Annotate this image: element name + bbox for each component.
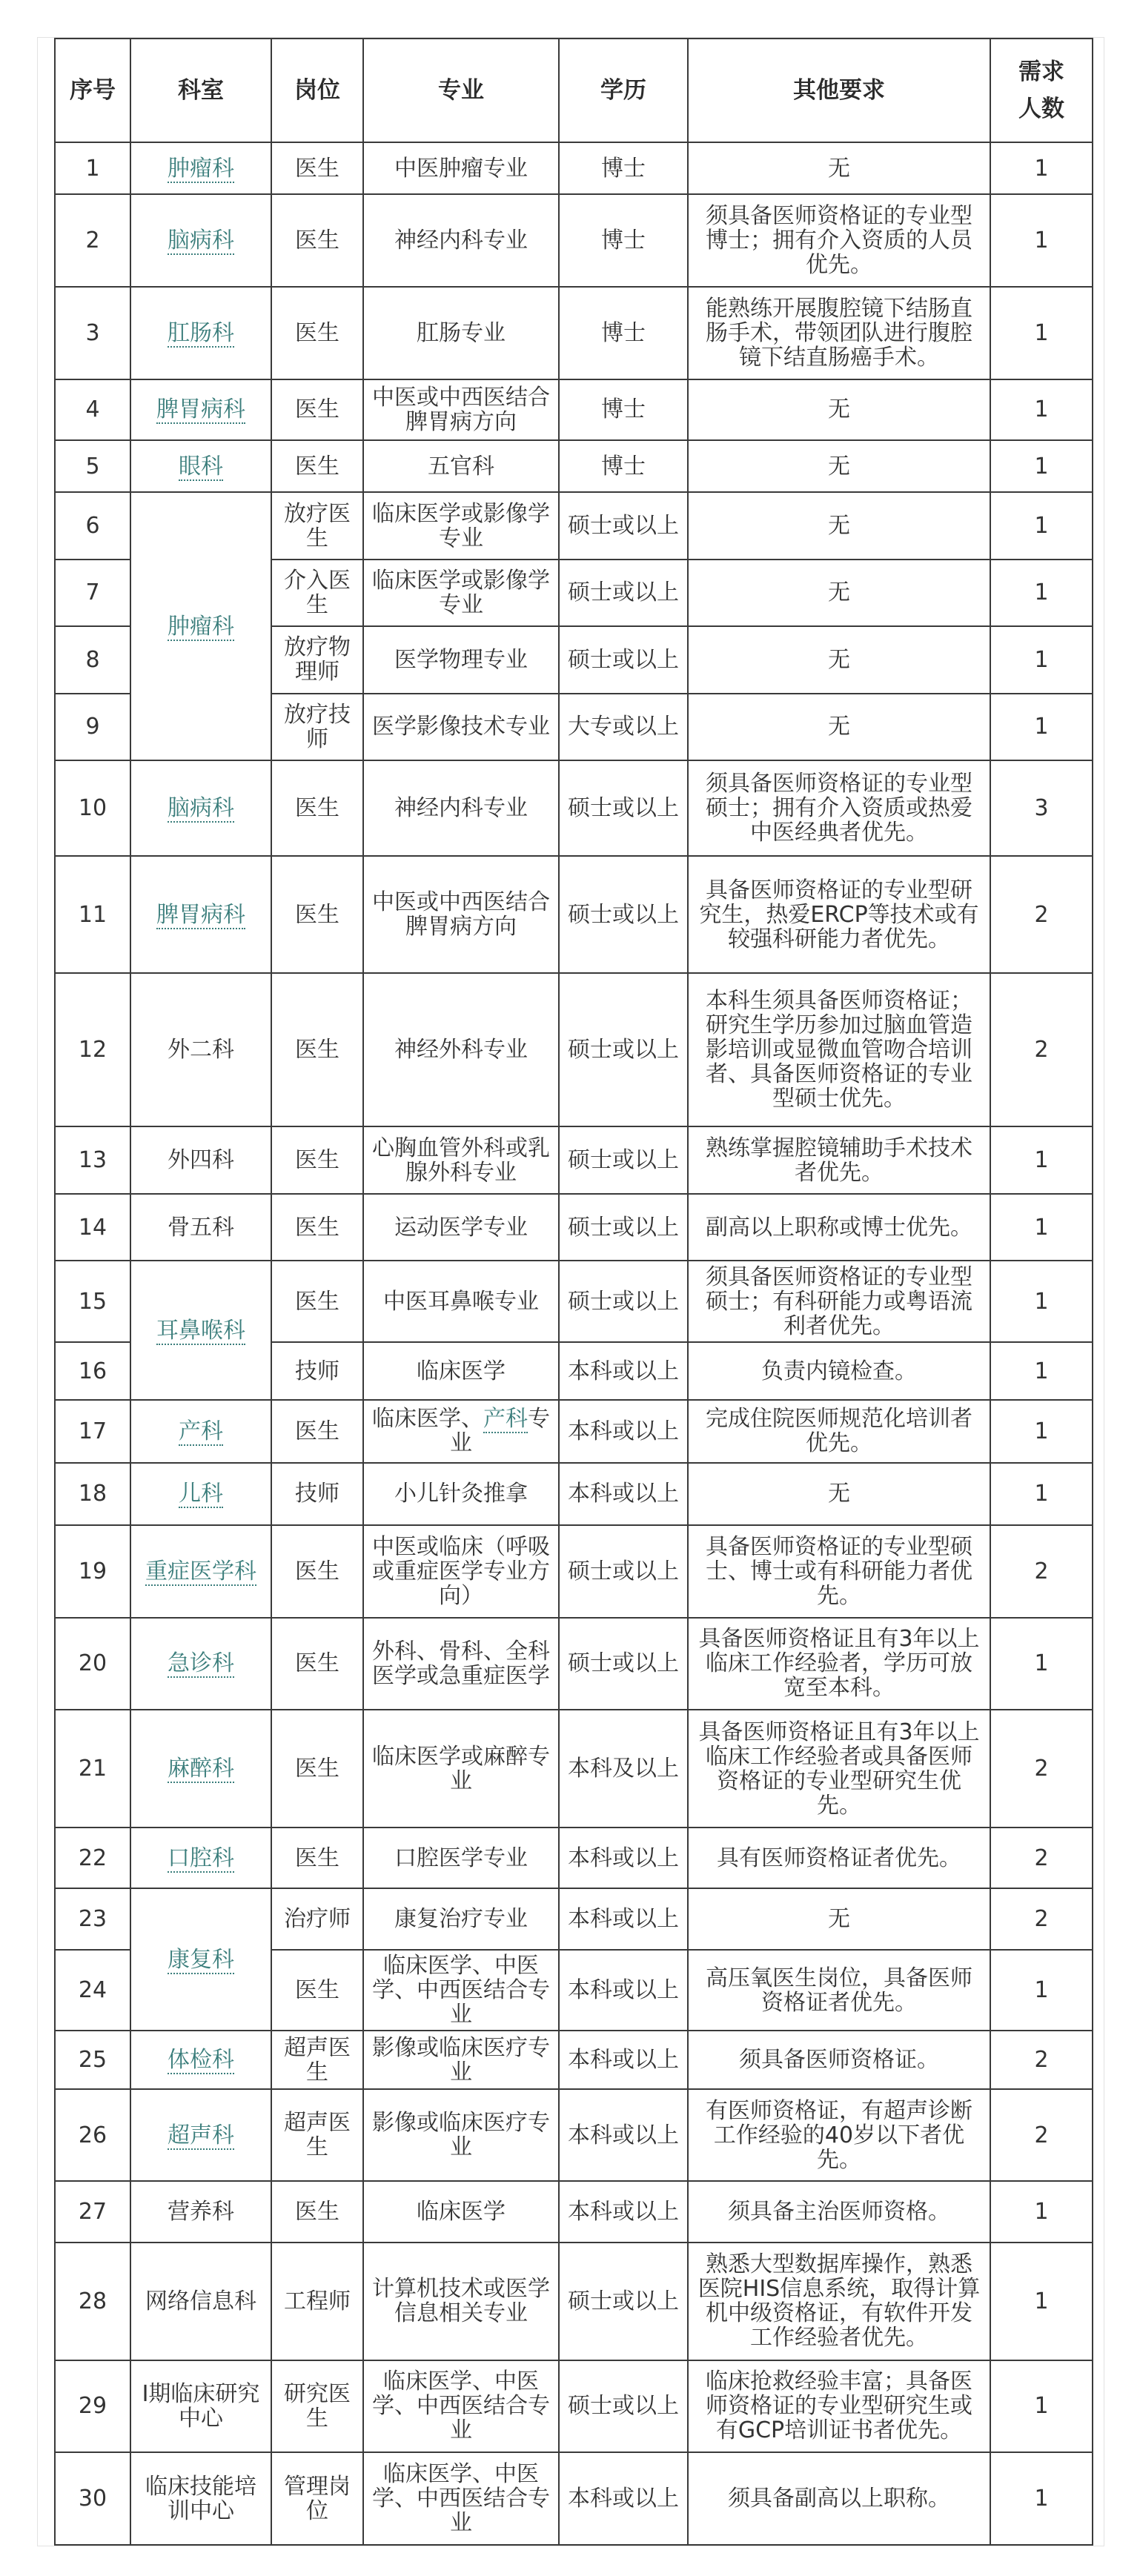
cell-edu: 博士	[559, 194, 688, 287]
cell-req: 无	[688, 1888, 990, 1949]
cell-post: 技师	[271, 1463, 363, 1525]
cell-req: 临床抢救经验丰富；具备医师资格证的专业型研究生或有GCP培训证书者优先。	[688, 2360, 990, 2453]
cell-req: 具备医师资格证且有3年以上临床工作经验者，学历可放宽至本科。	[688, 1618, 990, 1710]
cell-num: 1	[990, 2360, 1093, 2453]
cell-edu: 本科或以上	[559, 1828, 688, 1888]
cell-req: 高压氧医生岗位，具备医师资格证者优先。	[688, 1950, 990, 2031]
table-row	[55, 2089, 1093, 2182]
cell-num: 1	[990, 2243, 1093, 2360]
cell-no: 3	[55, 287, 130, 379]
cell-num: 2	[990, 2031, 1093, 2088]
table-row	[55, 1618, 1093, 1710]
table-row	[55, 2031, 1093, 2088]
cell-major: 医学物理专业	[363, 626, 559, 693]
cell-num: 2	[990, 1710, 1093, 1828]
cell-edu: 硕士或以上	[559, 492, 688, 559]
cell-post: 医生	[271, 440, 363, 492]
cell-post: 医生	[271, 1126, 363, 1193]
cell-no: 5	[55, 440, 130, 492]
dept-link[interactable]: 耳鼻喉科	[156, 1317, 245, 1344]
cell-num: 1	[990, 626, 1093, 693]
header-major: 专业	[363, 39, 559, 142]
cell-req: 无	[688, 492, 990, 559]
table-row	[55, 142, 1093, 194]
cell-no: 8	[55, 626, 130, 693]
dept-link[interactable]: 急诊科	[168, 1650, 234, 1677]
cell-post: 技师	[271, 1342, 363, 1400]
table-row	[55, 760, 1093, 856]
dept-link[interactable]: 肛肠科	[168, 319, 234, 346]
cell-edu: 博士	[559, 379, 688, 440]
cell-num: 1	[990, 1194, 1093, 1261]
cell-no: 17	[55, 1400, 130, 1462]
table-row	[55, 2181, 1093, 2242]
table-row	[55, 194, 1093, 287]
cell-major: 医学影像技术专业	[363, 694, 559, 760]
cell-no: 23	[55, 1888, 130, 1949]
cell-num: 1	[990, 1463, 1093, 1525]
table-row	[55, 1126, 1093, 1193]
cell-edu: 硕士或以上	[559, 1194, 688, 1261]
cell-req: 无	[688, 379, 990, 440]
cell-edu: 硕士或以上	[559, 1618, 688, 1710]
cell-req: 须具备医师资格证的专业型硕士；拥有介入资质或热爱中医经典者优先。	[688, 760, 990, 856]
cell-num: 2	[990, 2089, 1093, 2182]
table-row	[55, 1828, 1093, 1888]
table-row	[55, 1400, 1093, 1462]
cell-edu: 硕士或以上	[559, 1525, 688, 1618]
cell-dept	[130, 1618, 271, 1710]
cell-edu: 博士	[559, 142, 688, 194]
major-link[interactable]: 产科	[483, 1406, 528, 1433]
table-row	[55, 287, 1093, 379]
table-row	[55, 1261, 1093, 1342]
cell-dept	[130, 1261, 271, 1400]
cell-post: 医生	[271, 287, 363, 379]
cell-no: 12	[55, 973, 130, 1126]
table-row	[55, 440, 1093, 492]
cell-post: 医生	[271, 1618, 363, 1710]
cell-major: 中医或中西医结合脾胃病方向	[363, 379, 559, 440]
cell-edu: 硕士或以上	[559, 973, 688, 1126]
cell-dept	[130, 1463, 271, 1525]
cell-no: 25	[55, 2031, 130, 2088]
cell-no: 19	[55, 1525, 130, 1618]
table-row	[55, 1463, 1093, 1525]
cell-num: 2	[990, 973, 1093, 1126]
cell-edu: 本科或以上	[559, 1400, 688, 1462]
recruitment-table	[54, 38, 1093, 2546]
cell-dept	[130, 856, 271, 974]
cell-edu: 硕士或以上	[559, 1261, 688, 1342]
cell-dept	[130, 492, 271, 760]
cell-req: 完成住院医师规范化培训者优先。	[688, 1400, 990, 1462]
cell-no: 14	[55, 1194, 130, 1261]
cell-major: 运动医学专业	[363, 1194, 559, 1261]
cell-post: 医生	[271, 194, 363, 287]
dept-link[interactable]: 脾胃病科	[156, 396, 245, 423]
cell-post: 医生	[271, 1400, 363, 1462]
cell-major: 临床医学或影像学专业	[363, 560, 559, 626]
cell-post: 放疗技师	[271, 694, 363, 760]
cell-req: 能熟练开展腹腔镜下结肠直肠手术，带领团队进行腹腔镜下结直肠癌手术。	[688, 287, 990, 379]
cell-req: 具备医师资格证的专业型研究生，热爱ERCP等技术或有较强科研能力者优先。	[688, 856, 990, 974]
cell-req: 熟悉大型数据库操作，熟悉医院HIS信息系统，取得计算机中级资格证，有软件开发工作经验者优先。	[688, 2243, 990, 2360]
table-row	[55, 492, 1093, 559]
dept-link[interactable]: 脑病科	[168, 228, 234, 254]
cell-dept	[130, 2031, 271, 2088]
cell-num: 2	[990, 1525, 1093, 1618]
cell-dept	[130, 287, 271, 379]
cell-req: 无	[688, 694, 990, 760]
dept-link[interactable]: 口腔科	[168, 1845, 234, 1871]
cell-dept	[130, 760, 271, 856]
header-post: 岗位	[271, 39, 363, 142]
cell-dept	[130, 2089, 271, 2182]
cell-major: 影像或临床医疗专业	[363, 2031, 559, 2088]
cell-edu: 大专或以上	[559, 694, 688, 760]
cell-dept	[130, 1828, 271, 1888]
table-row	[55, 2360, 1093, 2453]
cell-num: 1	[990, 1950, 1093, 2031]
dept-link[interactable]: 重症医学科	[145, 1558, 256, 1584]
cell-req: 本科生须具备医师资格证；研究生学历参加过脑血管造影培训或显微血管吻合培训者、具备医师资格证的专业型硕士优先。	[688, 973, 990, 1126]
cell-req: 有医师资格证，有超声诊断工作经验的40岁以下者优先。	[688, 2089, 990, 2182]
cell-req: 须具备医师资格证。	[688, 2031, 990, 2088]
cell-req: 须具备副高以上职称。	[688, 2452, 990, 2545]
dept-link[interactable]: 儿科	[179, 1481, 223, 1507]
cell-dept	[130, 440, 271, 492]
cell-num: 1	[990, 1342, 1093, 1400]
cell-num: 1	[990, 2452, 1093, 2545]
table-row	[55, 2243, 1093, 2360]
cell-post: 放疗物理师	[271, 626, 363, 693]
cell-major: 外科、骨科、全科医学或急重症医学	[363, 1618, 559, 1710]
cell-num: 1	[990, 1261, 1093, 1342]
cell-dept: I期临床研究中心	[130, 2360, 271, 2453]
cell-major: 中医肿瘤专业	[363, 142, 559, 194]
cell-major: 临床医学、中医学、中西医结合专业	[363, 2360, 559, 2453]
cell-req: 具备医师资格证且有3年以上临床工作经验者或具备医师资格证的专业型研究生优先。	[688, 1710, 990, 1828]
cell-dept	[130, 379, 271, 440]
cell-post: 放疗医生	[271, 492, 363, 559]
cell-req: 具有医师资格证者优先。	[688, 1828, 990, 1888]
cell-dept	[130, 1888, 271, 2031]
cell-post: 医生	[271, 142, 363, 194]
cell-major: 临床医学	[363, 2181, 559, 2242]
header-num: 需求人数	[990, 39, 1093, 142]
cell-major: 神经内科专业	[363, 760, 559, 856]
cell-edu: 硕士或以上	[559, 2243, 688, 2360]
cell-major: 临床医学、中医学、中西医结合专业	[363, 2452, 559, 2545]
cell-req: 负责内镜检查。	[688, 1342, 990, 1400]
cell-edu: 本科或以上	[559, 1888, 688, 1949]
cell-major: 小儿针灸推拿	[363, 1463, 559, 1525]
cell-no: 29	[55, 2360, 130, 2453]
table-row	[55, 973, 1093, 1126]
cell-no: 21	[55, 1710, 130, 1828]
cell-edu: 硕士或以上	[559, 760, 688, 856]
cell-major: 口腔医学专业	[363, 1828, 559, 1888]
cell-major: 康复治疗专业	[363, 1888, 559, 1949]
cell-dept: 骨五科	[130, 1194, 271, 1261]
cell-dept: 营养科	[130, 2181, 271, 2242]
cell-dept	[130, 1525, 271, 1618]
table-row	[55, 1888, 1093, 1949]
cell-req: 具备医师资格证的专业型硕士、博士或有科研能力者优先。	[688, 1525, 990, 1618]
cell-num: 1	[990, 440, 1093, 492]
cell-num: 1	[990, 1400, 1093, 1462]
cell-major: 神经外科专业	[363, 973, 559, 1126]
table-row	[55, 1710, 1093, 1828]
cell-major: 临床医学	[363, 1342, 559, 1400]
cell-no: 7	[55, 560, 130, 626]
cell-edu: 博士	[559, 287, 688, 379]
cell-post: 医生	[271, 1194, 363, 1261]
dept-link[interactable]: 肿瘤科	[168, 155, 234, 182]
dept-link[interactable]: 超声科	[168, 2122, 234, 2148]
cell-dept: 临床技能培训中心	[130, 2452, 271, 2545]
table-row	[55, 1525, 1093, 1618]
cell-post: 医生	[271, 1525, 363, 1618]
header-edu: 学历	[559, 39, 688, 142]
cell-dept: 外二科	[130, 973, 271, 1126]
table-row	[55, 379, 1093, 440]
cell-major: 临床医学、产科专业	[363, 1400, 559, 1462]
cell-edu: 博士	[559, 440, 688, 492]
cell-req: 无	[688, 440, 990, 492]
cell-post: 医生	[271, 760, 363, 856]
cell-edu: 硕士或以上	[559, 626, 688, 693]
cell-no: 24	[55, 1950, 130, 2031]
dept-link[interactable]: 脾胃病科	[156, 901, 245, 928]
cell-edu: 硕士或以上	[559, 1126, 688, 1193]
cell-num: 3	[990, 760, 1093, 856]
cell-num: 1	[990, 1126, 1093, 1193]
cell-post: 医生	[271, 1710, 363, 1828]
cell-num: 1	[990, 142, 1093, 194]
cell-no: 22	[55, 1828, 130, 1888]
cell-post: 医生	[271, 973, 363, 1126]
cell-edu: 硕士或以上	[559, 560, 688, 626]
cell-edu: 本科或以上	[559, 2181, 688, 2242]
cell-num: 1	[990, 492, 1093, 559]
cell-no: 2	[55, 194, 130, 287]
header-no: 序号	[55, 39, 130, 142]
cell-edu: 本科或以上	[559, 1463, 688, 1525]
cell-no: 4	[55, 379, 130, 440]
cell-num: 1	[990, 694, 1093, 760]
cell-no: 30	[55, 2452, 130, 2545]
cell-post: 研究医生	[271, 2360, 363, 2453]
cell-edu: 本科及以上	[559, 1710, 688, 1828]
cell-num: 1	[990, 379, 1093, 440]
cell-num: 2	[990, 1888, 1093, 1949]
cell-dept: 网络信息科	[130, 2243, 271, 2360]
cell-dept: 外四科	[130, 1126, 271, 1193]
dept-link[interactable]: 肿瘤科	[168, 613, 234, 640]
table-body	[55, 142, 1093, 2545]
cell-num: 1	[990, 560, 1093, 626]
cell-no: 1	[55, 142, 130, 194]
cell-req: 无	[688, 1463, 990, 1525]
cell-num: 2	[990, 1828, 1093, 1888]
cell-edu: 本科或以上	[559, 2031, 688, 2088]
table-row	[55, 2452, 1093, 2545]
cell-major: 心胸血管外科或乳腺外科专业	[363, 1126, 559, 1193]
cell-no: 10	[55, 760, 130, 856]
cell-post: 医生	[271, 1261, 363, 1342]
cell-post: 医生	[271, 856, 363, 974]
cell-no: 18	[55, 1463, 130, 1525]
cell-no: 26	[55, 2089, 130, 2182]
cell-edu: 本科或以上	[559, 1342, 688, 1400]
cell-req: 无	[688, 560, 990, 626]
cell-major: 影像或临床医疗专业	[363, 2089, 559, 2182]
cell-num: 1	[990, 2181, 1093, 2242]
cell-edu: 硕士或以上	[559, 856, 688, 974]
cell-num: 1	[990, 1618, 1093, 1710]
cell-post: 治疗师	[271, 1888, 363, 1949]
cell-no: 11	[55, 856, 130, 974]
cell-edu: 本科或以上	[559, 2452, 688, 2545]
cell-num: 1	[990, 194, 1093, 287]
cell-major: 临床医学、中医学、中西医结合专业	[363, 1950, 559, 2031]
cell-edu: 本科或以上	[559, 2089, 688, 2182]
cell-no: 13	[55, 1126, 130, 1193]
cell-major: 中医或临床（呼吸或重症医学专业方向）	[363, 1525, 559, 1618]
cell-dept	[130, 1710, 271, 1828]
cell-num: 2	[990, 856, 1093, 974]
cell-edu: 本科或以上	[559, 1950, 688, 2031]
cell-num: 1	[990, 287, 1093, 379]
cell-major: 中医或中西医结合脾胃病方向	[363, 856, 559, 974]
cell-no: 6	[55, 492, 130, 559]
cell-major: 临床医学或影像学专业	[363, 492, 559, 559]
dept-link[interactable]: 脑病科	[168, 794, 234, 821]
cell-post: 超声医生	[271, 2031, 363, 2088]
cell-major: 中医耳鼻喉专业	[363, 1261, 559, 1342]
dept-link[interactable]: 麻醉科	[168, 1756, 234, 1782]
cell-no: 9	[55, 694, 130, 760]
cell-post: 管理岗位	[271, 2452, 363, 2545]
cell-req: 副高以上职称或博士优先。	[688, 1194, 990, 1261]
header-req: 其他要求	[688, 39, 990, 142]
cell-no: 15	[55, 1261, 130, 1342]
cell-dept	[130, 1400, 271, 1462]
cell-post: 介入医生	[271, 560, 363, 626]
page-container	[37, 37, 1104, 2546]
cell-edu: 硕士或以上	[559, 2360, 688, 2453]
header-row	[55, 39, 1093, 142]
table-row	[55, 1194, 1093, 1261]
cell-post: 医生	[271, 1828, 363, 1888]
cell-req: 须具备医师资格证的专业型硕士；有科研能力或粤语流利者优先。	[688, 1261, 990, 1342]
cell-req: 无	[688, 626, 990, 693]
table-row	[55, 856, 1093, 974]
dept-link[interactable]: 康复科	[168, 1946, 234, 1973]
cell-no: 16	[55, 1342, 130, 1400]
cell-post: 医生	[271, 2181, 363, 2242]
cell-post: 超声医生	[271, 2089, 363, 2182]
cell-req: 熟练掌握腔镜辅助手术技术者优先。	[688, 1126, 990, 1193]
cell-no: 20	[55, 1618, 130, 1710]
cell-req: 须具备主治医师资格。	[688, 2181, 990, 2242]
cell-req: 无	[688, 142, 990, 194]
dept-link[interactable]: 眼科	[179, 453, 223, 479]
cell-dept	[130, 194, 271, 287]
dept-link[interactable]: 体检科	[168, 2047, 234, 2074]
cell-major: 五官科	[363, 440, 559, 492]
cell-req: 须具备医师资格证的专业型博士；拥有介入资质的人员优先。	[688, 194, 990, 287]
cell-no: 28	[55, 2243, 130, 2360]
cell-major: 肛肠专业	[363, 287, 559, 379]
cell-post: 医生	[271, 1950, 363, 2031]
cell-major: 计算机技术或医学信息相关专业	[363, 2243, 559, 2360]
header-dept: 科室	[130, 39, 271, 142]
cell-post: 工程师	[271, 2243, 363, 2360]
cell-post: 医生	[271, 379, 363, 440]
dept-link[interactable]: 产科	[179, 1418, 223, 1444]
cell-dept	[130, 142, 271, 194]
cell-no: 27	[55, 2181, 130, 2242]
cell-major: 临床医学或麻醉专业	[363, 1710, 559, 1828]
cell-major: 神经内科专业	[363, 194, 559, 287]
